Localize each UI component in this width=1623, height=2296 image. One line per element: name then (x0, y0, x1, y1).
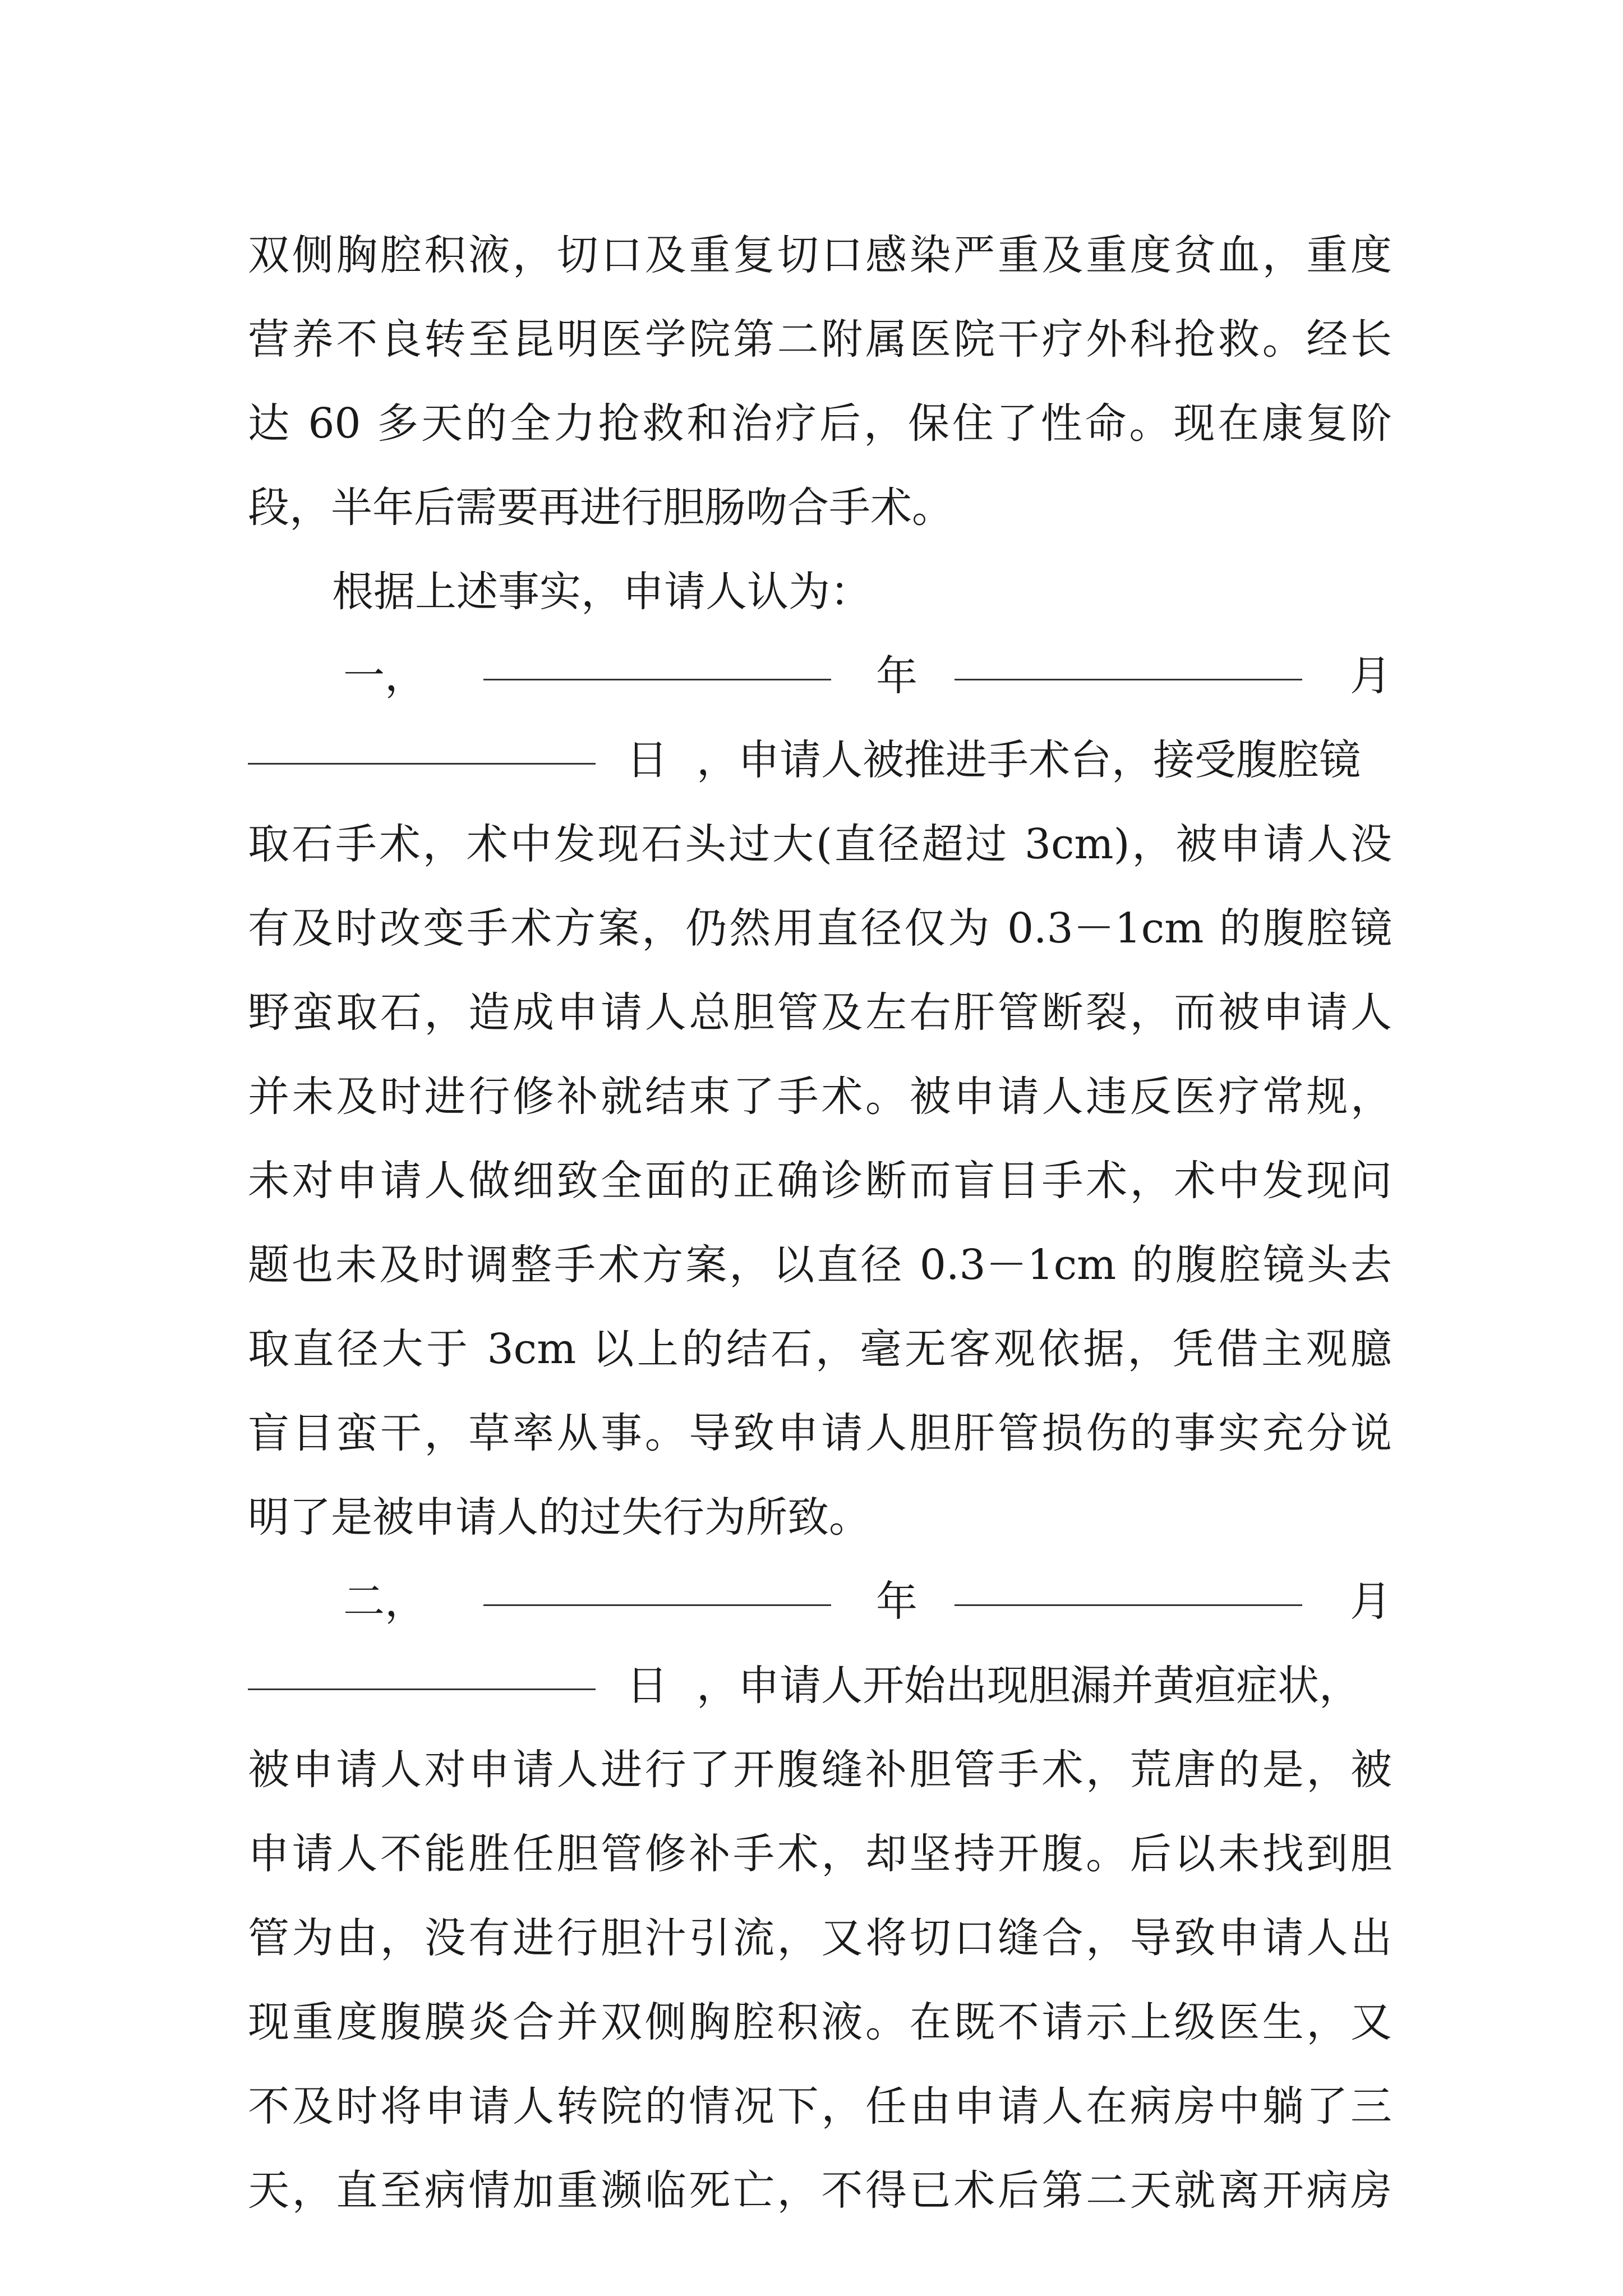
item2-day-line (248, 1644, 1392, 1728)
text-line: 未对申请人做细致全面的正确诊断而盲目手术，术中发现问 (248, 1157, 1392, 1205)
item1-day-line (248, 718, 1392, 802)
item1-year-label: 年 (876, 652, 917, 700)
text-line: 并未及时进行修补就结束了手术。被申请人违反医疗常规， (248, 1073, 1392, 1121)
item2-year-blank (483, 1571, 831, 1606)
item1-month-blank (955, 645, 1302, 680)
text-line: 申请人不能胜任胆管修补手术，却坚持开腹。后以未找到胆 (248, 1830, 1392, 1878)
text-line: 题也未及时调整手术方案，以直径 0.3－1cm 的腹腔镜头去 (248, 1241, 1392, 1289)
text-line: 营养不良转至昆明医学院第二附属医院干疗外科抢救。经长 (248, 315, 1392, 364)
item2-number: 二， (343, 1577, 426, 1626)
paragraph-intro: 根据上述事实，申请人认为： (332, 568, 872, 616)
item1-day-blank (248, 729, 596, 765)
item1-date-line (248, 634, 1392, 718)
item2-day-label: 日 (626, 1662, 668, 1710)
text-line: 达 60 多天的全力抢救和治疗后，保住了性命。现在康复阶 (248, 399, 1392, 448)
text-line: 不及时将申请人转院的情况下，任由申请人在病房中躺了三 (248, 2082, 1392, 2131)
text-line: 明了是被申请人的过失行为所致。 (248, 1493, 870, 1542)
text-line: 现重度腹膜炎合并双侧胸腔积液。在既不请示上级医生，又 (248, 1998, 1392, 2046)
document-body (248, 213, 1392, 2233)
text-line: 取石手术，术中发现石头过大(直径超过 3cm)，被申请人没 (248, 820, 1392, 868)
text-line: 被申请人对申请人进行了开腹缝补胆管手术，荒唐的是，被 (248, 1746, 1392, 1794)
item2-month-label: 月 (1350, 1577, 1391, 1626)
item1-year-blank (483, 645, 831, 680)
text-line: 野蛮取石，造成申请人总胆管及左右肝管断裂，而被申请人 (248, 988, 1392, 1037)
text-line: 盲目蛮干，草率从事。导致申请人胆肝管损伤的事实充分说 (248, 1409, 1392, 1457)
item2-day-blank (248, 1655, 596, 1690)
text-line: 有及时改变手术方案，仍然用直径仅为 0.3－1cm 的腹腔镜 (248, 904, 1392, 953)
item2-date-line (248, 1559, 1392, 1644)
item1-day-tail: ，申请人被推进手术台，接受腹腔镜 (697, 736, 1361, 784)
item2-day-tail: ，申请人开始出现胆漏并黄疸症状， (697, 1662, 1361, 1710)
text-line: 双侧胸腔积液，切口及重复切口感染严重及重度贫血，重度 (248, 231, 1392, 279)
item1-number: 一， (343, 652, 426, 700)
text-line: 天，直至病情加重濒临死亡，不得已术后第二天就离开病房 (248, 2166, 1392, 2215)
item2-month-blank (955, 1571, 1302, 1606)
item1-month-label: 月 (1350, 652, 1391, 700)
text-line: 取直径大于 3cm 以上的结石，毫无客观依据，凭借主观臆 (248, 1325, 1392, 1373)
item2-year-label: 年 (876, 1577, 917, 1626)
text-line: 段，半年后需要再进行胆肠吻合手术。 (248, 484, 953, 532)
text-line: 管为由，没有进行胆汁引流，又将切口缝合，导致申请人出 (248, 1914, 1392, 1962)
item1-day-label: 日 (626, 736, 668, 784)
